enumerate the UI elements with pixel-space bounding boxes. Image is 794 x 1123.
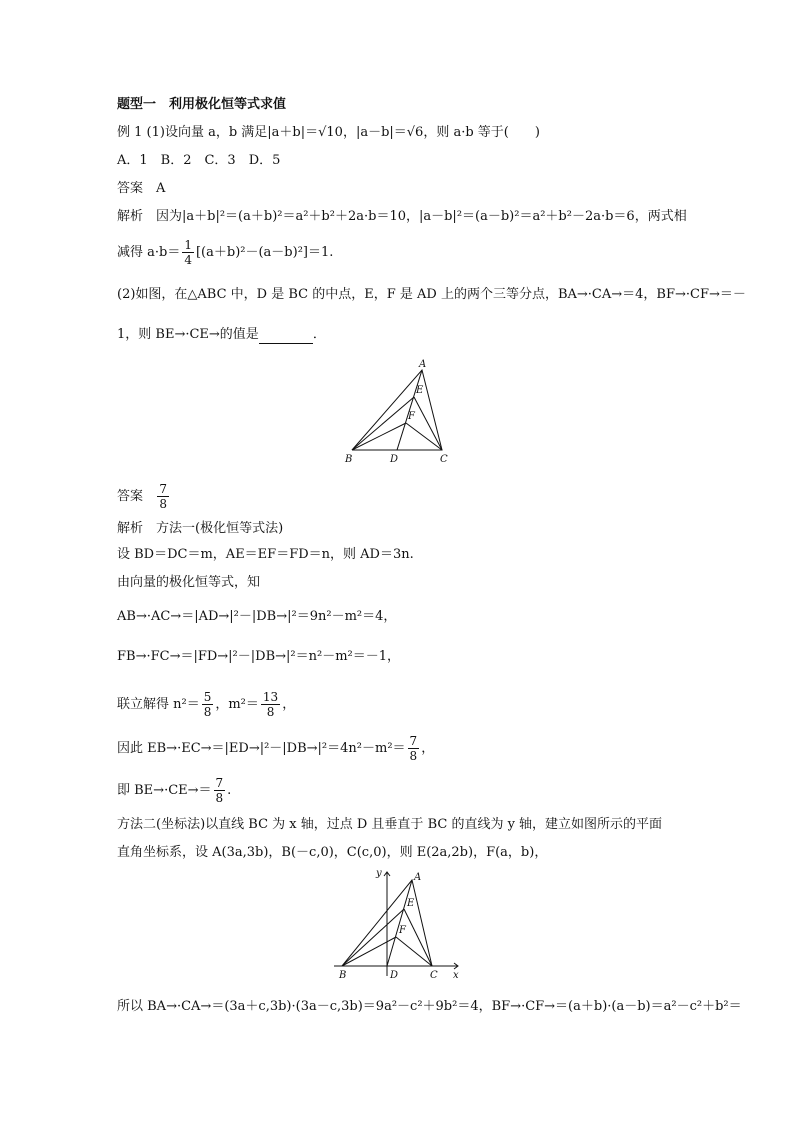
method1-line7 [117,776,231,805]
fraction-numerator: 13 [262,690,279,704]
method1-line1: 设 BD＝DC＝m，AE＝EF＝FD＝n，则 AD＝3n. [117,547,414,562]
example1-options: A．1 B．2 C．3 D．5 [117,153,281,168]
answer2 [117,482,171,511]
fraction-denominator: 8 [203,705,212,719]
method1-line2: 由向量的极化恒等式，知 [117,575,261,590]
answer1: 答案 A [117,181,166,196]
fraction-numerator: 1 [184,238,192,252]
section-heading: 题型一 利用极化恒等式求值 [117,97,287,112]
fraction-denominator: 8 [215,791,224,805]
method1-line5-mid: ，m²＝ [215,697,259,712]
method1-line6 [117,734,434,763]
label-E-2: E [407,898,415,909]
label-A-2: A [414,872,422,883]
analysis1-line2 [117,238,333,267]
method1-title: 解析 方法一(极化恒等式法) [117,521,284,536]
method1-line6-prefix: 因此 EB→·EC→＝|ED→|²－|DB→|²＝4n²－m²＝ [117,741,406,756]
label-B-2: B [339,970,347,981]
method1-line7-suffix: . [227,783,232,798]
analysis1-line1: 解析 因为|a＋b|²＝(a＋b)²＝a²＋b²＋2a·b＝10，|a－b|²＝(a－b)²＝a²＋b²－2a·b＝6，两式相 [117,209,687,224]
label-y: y [376,868,382,879]
fraction-numerator: 5 [203,690,212,704]
fraction-denominator: 8 [409,749,418,763]
fraction-numerator: 7 [409,734,418,748]
coordinate-figure-2 [330,864,470,984]
method1-line4: FB→·FC→＝|FD→|²－|DB→|²＝n²－m²＝－1， [117,649,400,664]
method2-line1: 方法二(坐标法)以直线 BC 为 x 轴，过点 D 且垂直于 BC 的直线为 y 轴，建立如图所示的平面 [117,817,663,832]
fraction-numerator: 7 [215,776,224,790]
analysis1-line2-prefix: 减得 a·b＝ [117,245,181,260]
answer-blank [259,329,313,344]
label-A: A [419,359,427,370]
method1-line6-fraction [408,734,420,763]
label-F: F [408,411,415,422]
method1-line5 [117,690,295,719]
m-squared-fraction [261,690,280,719]
triangle-figure-1 [340,356,460,466]
label-B: B [345,454,353,465]
example1-question2-line1: (2)如图，在△ABC 中，D 是 BC 的中点，E，F 是 AD 上的两个三等分点，BA→·CA→＝4，BF→·CF→＝－ [117,287,746,302]
analysis1-fraction [182,238,194,267]
method1-line7-prefix: 即 BE→·CE→＝ [117,783,212,798]
label-C: C [440,454,448,465]
label-D-2: D [390,970,399,981]
analysis1-line2-suffix: [(a＋b)²－(a－b)²]＝1. [195,245,334,260]
method1-line5-suffix: ， [282,697,296,712]
label-D: D [390,454,399,465]
method2-last-line: 所以 BA→·CA→＝(3a＋c,3b)·(3a－c,3b)＝9a²－c²＋9b²＝4，BF→·CF→＝(a＋b)·(a－b)＝a²－c²＋b²＝ [117,999,742,1014]
method1-line5-prefix: 联立解得 n²＝ [117,697,200,712]
n-squared-fraction [202,690,214,719]
question2-line2-suffix: ． [312,327,326,342]
segment-AD-2 [387,880,412,966]
segment-CE [414,397,442,450]
label-x: x [453,970,459,981]
fraction-numerator: 7 [159,482,168,496]
example1-question2-line2 [117,326,326,344]
answer2-fraction [157,482,169,511]
segment-AD [397,370,422,450]
label-C-2: C [430,970,438,981]
answer2-label: 答案 [117,489,144,504]
method1-line3: AB→·AC→＝|AD→|²－|DB→|²＝9n²－m²＝4， [117,609,397,624]
segment-CE-2 [404,909,432,966]
fraction-denominator: 8 [266,705,275,719]
method2-line2: 直角坐标系，设 A(3a,3b)，B(－c,0)，C(c,0)，则 E(2a,2b)，F(a，b)， [117,845,548,860]
label-F-2: F [399,925,406,936]
fraction-denominator: 4 [184,253,192,267]
question2-line2-prefix: 1，则 BE→·CE→的值是 [117,327,259,342]
label-E: E [416,385,424,396]
fraction-denominator: 8 [159,497,168,511]
method1-line7-fraction [214,776,226,805]
example1-question1: 例 1 (1)设向量 a，b 满足|a＋b|＝√10，|a－b|＝√6，则 a·b 等于( ) [117,125,540,140]
method1-line6-suffix: ， [421,741,435,756]
